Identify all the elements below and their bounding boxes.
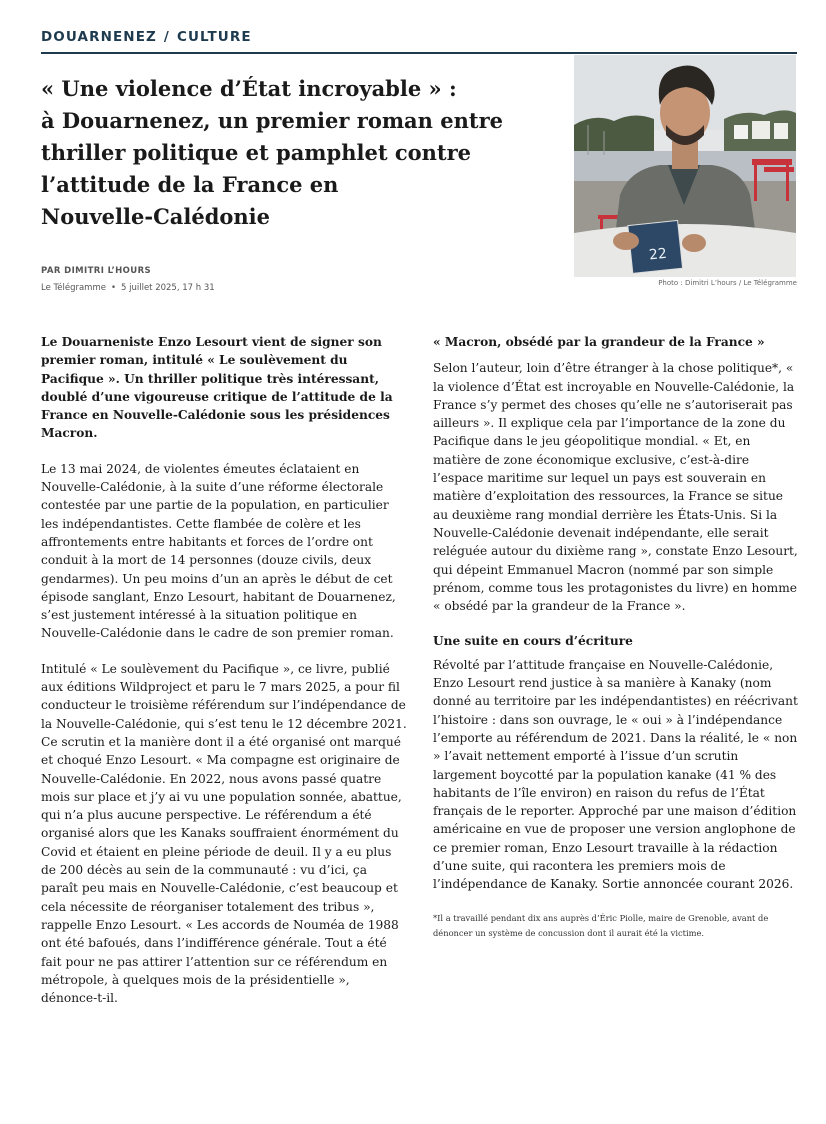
- svg-text:22: 22: [648, 245, 668, 264]
- byline-separator: •: [110, 283, 116, 293]
- article-photo[interactable]: [574, 55, 796, 277]
- article-column-right: [433, 333, 799, 958]
- publication-date: 5 juillet 2025, 17 h 31: [121, 283, 215, 293]
- article-paragraph: Le 13 mai 2024, de violentes émeutes éclataient en Nouvelle-Calédonie, à la suite d’une réforme électorale contestée par une partie de la population, en particulier les indépendantistes. Cette flambée de colère et les affrontements entre habitants et forces de l’ordre ont conduit à la mort de 14 personnes (douze civils, deux gendarmes). Un peu moins d’un an après le début de cet épisode sanglant, Enzo Lesourt, habitant de Douarnenez, s’est justement intéressé à la situation politique en Nouvelle-Calédonie dans le cadre de son premier roman.: [41, 461, 396, 641]
- byline-meta: [41, 283, 215, 293]
- publication-name: Le Télégramme: [41, 283, 106, 293]
- article-paragraph: Intitulé « Le soulèvement du Pacifique », ce livre, publié aux éditions Wildproject et paru le 7 mars 2025, a pour fil conducteur le troisième référendum sur l’indépendance de la Nouvelle-Calédonie, qui s’est tenu le 12 décembre 2021. Ce scrutin et la manière dont il a été organisé ont marqué et choqué Enzo Lesourt. « Ma compagne est originaire de Nouvelle-Calédonie. En 2022, nous avons passé quatre mois sur place et j’y ai vu une population sonnée, abattue, qui n’a plus aucune perspective. Le référendum a été organisé alors que les Kanaks souffraient énormément du Covid et étaient en pleine période de deuil. Il y a eu plus de 200 décès au sein de la communauté : vu d’ici, ça paraît peu mais en Nouvelle-Calédonie, c’est beaucoup et cela nécessite de réorganiser totalement des tribus », rappelle Enzo Lesourt. « Les accords de Nouméa de 1988 ont été bafoués, dans l’indifférence générale. Tout a été fait pour ne pas attirer l’attention sur ce référendum en métropole, à quelques mois de la présidentielle », dénonce-t-il.: [41, 661, 407, 1006]
- byline-author: PAR DIMITRI L’HOURS: [41, 266, 152, 276]
- headline-line: à Douarnenez, un premier roman entre: [41, 108, 503, 133]
- photo-credit: Photo : Dimitri L’hours / Le Télégramme: [658, 279, 797, 287]
- article-subhead: « Macron, obsédé par la grandeur de la France »: [433, 335, 765, 349]
- headline-line: Nouvelle-Calédonie: [41, 204, 271, 229]
- article-paragraph: Révolté par l’attitude française en Nouvelle-Calédonie, Enzo Lesourt rend justice à sa manière à Kanaky (nom donné au territoire par les indépendantistes) en réécrivant l’histoire : dans son ouvrage, le « oui » à l’indépendance l’emporte au référendum de 2021. Dans la réalité, le « non » l’avait nettement emporté à l’issue d’un scrutin largement boycotté par la population kanake (41 % des habitants de l’île environ) en raison du refus de l’État français de le reporter. Approché par une maison d’édition américaine en vue de proposer une version anglophone de ce premier roman, Enzo Lesourt travaille à la rédaction d’une suite, qui racontera les premiers mois de l’indépendance de Kanaky. Sortie annoncée courant 2026.: [433, 657, 798, 892]
- article-subhead: Une suite en cours d’écriture: [433, 634, 633, 649]
- headline-line: « Une violence d’État incroyable » :: [41, 76, 457, 101]
- article-footnote: *Il a travaillé pendant dix ans auprès d’Éric Piolle, maire de Grenoble, avant de dénoncer un système de concussion dont il aurait été la victime.: [433, 912, 769, 938]
- section-rubric: [41, 29, 252, 45]
- article-paragraph: Selon l’auteur, loin d’être étranger à la chose politique*, « la violence d’État est incroyable en Nouvelle-Calédonie, la France s’y permet des choses qu’elle ne s’autoriserait pas ailleurs ». Il explique cela par l’importance de la zone du Pacifique dans le jeu géopolitique mondial. « Et, en matière de zone économique exclusive, c’est-à-dire l’espace maritime sur lequel un pays est souverain en matière d’exploitation des ressources, la France se situe au deuxième rang mondial derrière les États-Unis. Si la Nouvelle-Calédonie devenait indépendante, elle serait reléguée autour du dixième rang », constate Enzo Lesourt, qui dépeint Emmanuel Macron (nommé par son simple prénom, comme tous les protagonistes du livre) en homme « obsédé par la grandeur de la France ».: [433, 361, 798, 614]
- photo-illustration: [574, 55, 796, 277]
- headline-line: thriller politique et pamphlet contre: [41, 140, 472, 165]
- article-column-left: [41, 333, 407, 1024]
- header-rule: [41, 52, 797, 54]
- rubric-section[interactable]: CULTURE: [176, 29, 252, 45]
- rubric-location[interactable]: DOUARNENEZ: [41, 29, 157, 45]
- rubric-separator: /: [163, 29, 170, 45]
- article-lead: Le Douarneniste Enzo Lesourt vient de signer son premier roman, intitulé « Le soulèvement du Pacifique ». Un thriller politique très intéressant, doublé d’une vigoureuse critique de l’attitude de la France en Nouvelle-Calédonie sous les présidences Macron.: [41, 335, 393, 441]
- article-headline: [41, 73, 556, 233]
- headline-line: l’attitude de la France en: [41, 172, 339, 197]
